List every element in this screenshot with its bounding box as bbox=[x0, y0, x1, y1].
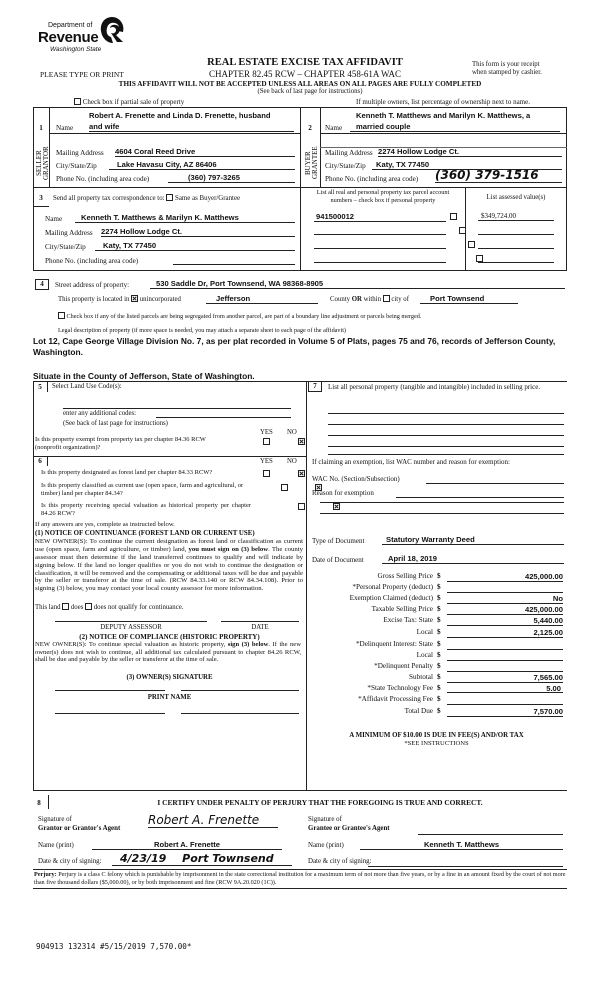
personal-property-line-5[interactable] bbox=[328, 452, 564, 455]
receipt-note-1: This form is your receipt bbox=[472, 61, 540, 68]
forest-no-checkbox[interactable] bbox=[298, 470, 305, 477]
county-field[interactable]: Jefferson bbox=[206, 294, 318, 304]
doc-type-field[interactable]: Statutory Warranty Deed bbox=[382, 535, 564, 545]
amount-label: *Personal Property (deduct) bbox=[352, 583, 433, 591]
partial-sale-label: Check box if partial sale of property bbox=[82, 98, 185, 106]
section-number: 6 bbox=[38, 457, 42, 465]
forest-yes-checkbox[interactable] bbox=[263, 470, 270, 477]
yes-header: YES bbox=[260, 429, 273, 436]
grantor-sig-label: Signature of Grantor or Grantor's Agent bbox=[38, 816, 121, 832]
please-type-label: PLEASE TYPE OR PRINT bbox=[40, 70, 124, 79]
currency-sign: $ bbox=[437, 695, 441, 703]
section-number-4: 4 bbox=[35, 279, 49, 290]
legal-description-label: Legal description of property (if more space is needed, you may attach a separate sheet to each page of the affidavit) bbox=[58, 327, 346, 334]
currency-sign: $ bbox=[437, 707, 441, 715]
exempt-question: Is this property exempt from property tax per chapter 84.36 RCW (nonprofit organization)? bbox=[35, 436, 206, 451]
currency-sign: $ bbox=[437, 651, 441, 659]
subtotal-field[interactable]: 7,565.00 bbox=[447, 673, 563, 683]
see-instructions-note: *SEE INSTRUCTIONS bbox=[404, 740, 469, 747]
minimum-due-note: A MINIMUM OF $10.00 IS DUE IN FEE(S) AND/OR TAX bbox=[349, 732, 524, 739]
amount-label: *Delinquent Penalty bbox=[374, 662, 433, 670]
section-3-tax-correspondence bbox=[33, 187, 300, 271]
segregated-row bbox=[58, 312, 421, 320]
section-number: 5 bbox=[38, 383, 42, 391]
section-5-land-use bbox=[33, 382, 306, 458]
seller-mailing-label: Mailing Address bbox=[56, 149, 104, 157]
form-title: REAL ESTATE EXCISE TAX AFFIDAVIT bbox=[207, 57, 403, 68]
grantee-sig-label: Signature of Grantee or Grantee's Agent bbox=[308, 816, 390, 832]
grantor-date: 4/23/19 bbox=[120, 852, 167, 865]
seller-phone-label: Phone No. (including area code) bbox=[56, 175, 150, 183]
dor-logo bbox=[38, 16, 138, 54]
personal-property-line-1[interactable] bbox=[328, 411, 564, 414]
tax-phone-label: Phone No. (including area code) bbox=[45, 257, 139, 265]
personal-property-deduct-field[interactable] bbox=[447, 583, 563, 593]
additional-codes-field[interactable] bbox=[156, 408, 291, 418]
street-address-field[interactable]: 530 Saddle Dr, Port Townsend, WA 98368-8905 bbox=[150, 279, 565, 289]
parcel-number-2[interactable] bbox=[314, 225, 446, 235]
parcel-number-1[interactable]: 941500012 bbox=[314, 212, 446, 222]
reason-line-2[interactable] bbox=[320, 500, 564, 503]
notice-1-title: (1) NOTICE OF CONTINUANCE (FOREST LAND OR CURRENT USE) bbox=[35, 530, 255, 537]
section-number: 7 bbox=[308, 381, 322, 392]
print-name-line-1[interactable] bbox=[55, 711, 165, 714]
doc-date-label: Date of Document bbox=[312, 556, 364, 564]
notice-2-text: NEW OWNER(S): To continue special valuation as historic property, sign (3) below. If the new owner(s) does not wish to continue, all additional tax calculated pursuant to chapter 84.26 RCW, shall be due and payable by the seller or transferor at the time of sale. bbox=[35, 641, 302, 664]
amount-label: *State Technology Fee bbox=[367, 684, 433, 692]
see-back-note: (See back of last page for instructions) bbox=[257, 88, 363, 95]
deputy-assessor-label: DEPUTY ASSESSOR bbox=[100, 624, 162, 631]
personal-property-checkbox-3[interactable] bbox=[468, 241, 475, 248]
excise-tax-state-field[interactable]: 5,440.00 bbox=[447, 616, 563, 626]
buyer-mailing-field[interactable]: 2274 Hollow Lodge Ct. bbox=[378, 147, 562, 157]
section-1-seller bbox=[33, 107, 300, 187]
taxable-selling-price-field[interactable]: 425,000.00 bbox=[447, 605, 563, 615]
cashier-stamp: 904913 132314 #5/15/2019 7,570.00* bbox=[36, 942, 192, 951]
amount-label: Excise Tax: State bbox=[383, 616, 433, 624]
section-number: 3 bbox=[39, 194, 43, 202]
parcel-list bbox=[300, 187, 567, 271]
multiple-owners-note: If multiple owners, list percentage of ownership next to name. bbox=[356, 98, 530, 106]
receipt-note-2: when stamped by cashier. bbox=[472, 69, 542, 76]
seller-side-label: SELLER GRANTOR bbox=[35, 146, 50, 180]
assessed-header: List assessed value(s) bbox=[486, 194, 546, 201]
reason-field[interactable] bbox=[396, 488, 564, 498]
exemption-label: If claiming an exemption, list WAC number and reason for exemption: bbox=[312, 458, 510, 466]
within-city-checkbox[interactable] bbox=[383, 295, 390, 302]
excise-tax-local-field[interactable]: 2,125.00 bbox=[447, 628, 563, 638]
no-header: NO bbox=[287, 458, 297, 465]
doc-date-field[interactable]: April 18, 2019 bbox=[382, 554, 564, 564]
owner-signature-line-2[interactable] bbox=[181, 688, 299, 691]
partial-sale-checkbox[interactable] bbox=[74, 98, 81, 105]
grantee-date-city-field[interactable] bbox=[368, 858, 563, 867]
section-7-personal-property bbox=[306, 382, 567, 790]
parcel-header: List all real and personal property tax parcel account numbers – check box if personal property bbox=[316, 189, 450, 204]
dor-logo-icon bbox=[99, 16, 125, 44]
deputy-assessor-signature-line[interactable] bbox=[55, 619, 207, 622]
personal-property-checkbox-2[interactable] bbox=[459, 227, 466, 234]
grantee-signature-field[interactable] bbox=[418, 826, 563, 835]
see-back-label: (See back of last page for instructions) bbox=[63, 420, 168, 427]
tax-mailing-field[interactable]: 2274 Hollow Lodge Ct. bbox=[101, 227, 295, 237]
amount-label: Total Due bbox=[404, 707, 433, 715]
grantee-name-label: Name (print) bbox=[308, 842, 344, 849]
section-3-label-row bbox=[53, 194, 240, 203]
buyer-mailing-label: Mailing Address bbox=[325, 149, 373, 157]
county-or-label: County OR within city of bbox=[330, 296, 409, 303]
technology-fee-field[interactable]: 5.00 bbox=[447, 684, 563, 693]
reason-line-3[interactable] bbox=[320, 511, 564, 514]
tax-city-label: City/State/Zip bbox=[45, 243, 86, 251]
section-number: 1 bbox=[39, 124, 43, 132]
total-due-field[interactable]: 7,570.00 bbox=[447, 707, 563, 717]
section-3-label: Send all property tax correspondence to: bbox=[53, 195, 165, 202]
buyer-side-label: BUYER GRANTEE bbox=[304, 146, 319, 180]
assessor-date-line[interactable] bbox=[221, 619, 299, 622]
section-2-buyer bbox=[300, 107, 567, 187]
grantor-name-label: Name (print) bbox=[38, 842, 74, 849]
buyer-name-line2[interactable]: married couple bbox=[350, 122, 560, 132]
amount-label: *Delinquent Interest: State bbox=[355, 640, 433, 648]
print-name-label: PRINT NAME bbox=[147, 694, 192, 701]
grantee-date-city-label: Date & city of signing: bbox=[308, 858, 372, 865]
partial-sale-row bbox=[74, 98, 184, 106]
buyer-name-label: Name bbox=[325, 124, 343, 132]
seller-name-line1[interactable]: Robert A. Frenette and Linda D. Frenette, husband bbox=[89, 111, 271, 120]
seller-name-line2[interactable]: and wife bbox=[89, 122, 294, 132]
owner-signature-label: (3) OWNER(S) SIGNATURE bbox=[126, 674, 213, 681]
notice-2-title: (2) NOTICE OF COMPLIANCE (HISTORIC PROPERTY) bbox=[79, 633, 260, 641]
personal-property-line-3[interactable] bbox=[328, 433, 564, 436]
delinquent-interest-state-field[interactable] bbox=[447, 640, 563, 650]
located-in-label: This property is located in unincorporated bbox=[58, 296, 181, 303]
grantor-signature-field[interactable]: Robert A. Frenette bbox=[148, 813, 278, 828]
buyer-city-label: City/State/Zip bbox=[325, 162, 366, 170]
tax-city-field[interactable]: Katy, TX 77450 bbox=[95, 241, 295, 251]
section-number-8: 8 bbox=[37, 799, 41, 807]
assessed-value-3[interactable] bbox=[478, 239, 554, 249]
amount-label: Local bbox=[416, 651, 433, 659]
gross-selling-price-field[interactable]: 425,000.00 bbox=[447, 572, 563, 582]
seller-phone-field[interactable]: (360) 797-3265 bbox=[168, 173, 295, 183]
buyer-phone-label: Phone No. (including area code) bbox=[325, 175, 419, 183]
chapters-label: CHAPTER 82.45 RCW – CHAPTER 458-61A WAC bbox=[209, 69, 401, 79]
city-field[interactable]: Port Townsend bbox=[420, 294, 518, 304]
seller-city-label: City/State/Zip bbox=[56, 162, 97, 170]
amount-label: Taxable Selling Price bbox=[371, 605, 433, 613]
currency-sign: $ bbox=[437, 684, 441, 692]
parcel-number-4[interactable] bbox=[314, 253, 446, 263]
assessed-value-1[interactable]: $349,724.00 bbox=[478, 212, 554, 221]
exempt-yes-checkbox[interactable] bbox=[263, 438, 270, 445]
seller-city-field[interactable]: Lake Havasu City, AZ 86406 bbox=[109, 160, 295, 170]
situate-text[interactable]: Situate in the County of Jefferson, State of Washington. bbox=[33, 371, 567, 382]
print-name-line-2[interactable] bbox=[181, 711, 299, 714]
section-number: 2 bbox=[308, 124, 312, 132]
notice-1-text: NEW OWNER(S): To continue the current designation as forest land or classification as current use (open space, farm and agriculture, or timber) land, you must sign on (3) below. The county assessor must then determine if the land transferred continues to qualify and will indicate by signing below. If the land no longer qualifies or you do not wish to continue the designation or classification, it will be removed and the compensating or additional taxes will be due and payable by the seller or transferor at the time of sale. (RCW 84.33.140 or RCW 84.34.108). Prior to signing (3) below, you may contact your local county assessor for more information. bbox=[35, 538, 304, 593]
currency-sign: $ bbox=[437, 572, 441, 580]
tax-phone-field[interactable] bbox=[173, 255, 295, 265]
segregated-label: Check box if any of the listed parcels are being segregated from another parcel, are part of a boundary line adjustment or parcels being merged. bbox=[66, 313, 422, 320]
unincorporated-checkbox[interactable] bbox=[131, 295, 138, 302]
current-use-question: Is this property classified as current use (open space, farm and agricultural, or timber) land per chapter 84.34? bbox=[41, 482, 244, 497]
logo-department-text: Department of bbox=[48, 22, 93, 29]
buyer-phone-field[interactable]: (360) 379-1516 bbox=[435, 168, 562, 183]
grantee-name-field[interactable]: Kenneth T. Matthews bbox=[360, 840, 563, 850]
street-label: Street address of property: bbox=[55, 281, 130, 289]
tax-name-field[interactable]: Kenneth T. Matthews & Marilyn K. Matthews bbox=[75, 213, 295, 223]
forest-question: Is this property designated as forest land per chapter 84.33 RCW? bbox=[41, 469, 213, 476]
historic-yes-checkbox[interactable] bbox=[298, 503, 305, 510]
reason-label: Reason for exemption bbox=[312, 489, 374, 497]
section-6-designations bbox=[33, 456, 306, 790]
exempt-no-checkbox[interactable] bbox=[298, 438, 305, 445]
personal-property-line-2[interactable] bbox=[328, 422, 564, 425]
doc-type-label: Type of Document bbox=[312, 537, 365, 545]
currency-sign: $ bbox=[437, 673, 441, 681]
no-header: NO bbox=[287, 429, 297, 436]
assessed-value-2[interactable] bbox=[478, 225, 554, 235]
amount-label: *Affidavit Processing Fee bbox=[358, 695, 433, 703]
wac-field[interactable] bbox=[426, 474, 564, 484]
grantor-date-city-label: Date & city of signing: bbox=[38, 858, 102, 865]
seller-mailing-field[interactable]: 4604 Coral Reed Drive bbox=[115, 147, 295, 157]
location-row bbox=[58, 295, 578, 307]
buyer-city-field[interactable]: Katy, TX 77450 bbox=[372, 160, 562, 170]
logo-state-text: Washington State bbox=[50, 46, 102, 53]
delinquent-interest-local-field[interactable] bbox=[447, 651, 563, 661]
parcel-number-3[interactable] bbox=[314, 239, 446, 249]
amount-label: Local bbox=[416, 628, 433, 636]
tax-mailing-label: Mailing Address bbox=[45, 229, 93, 237]
currency-sign: $ bbox=[437, 605, 441, 613]
same-as-buyer-checkbox[interactable] bbox=[166, 194, 173, 201]
date-label: DATE bbox=[251, 624, 269, 631]
does-not-qualify-checkbox[interactable] bbox=[85, 603, 92, 610]
owner-signature-line-1[interactable] bbox=[55, 688, 165, 691]
personal-property-line-4[interactable] bbox=[328, 444, 564, 447]
personal-property-checkbox-1[interactable] bbox=[450, 213, 457, 220]
tax-name-label: Name bbox=[45, 215, 63, 223]
currency-sign: $ bbox=[437, 594, 441, 602]
warning-banner: THIS AFFIDAVIT WILL NOT BE ACCEPTED UNLESS ALL AREAS ON ALL PAGES ARE FULLY COMPLETED bbox=[118, 80, 482, 88]
currency-sign: $ bbox=[437, 640, 441, 648]
currency-sign: $ bbox=[437, 616, 441, 624]
assessed-value-4[interactable] bbox=[478, 253, 554, 263]
qualifies-checkbox[interactable] bbox=[62, 603, 69, 610]
amount-label: Exemption Claimed (deduct) bbox=[349, 594, 433, 602]
certify-statement: I CERTIFY UNDER PENALTY OF PERJURY THAT THE FOREGOING IS TRUE AND CORRECT. bbox=[157, 798, 483, 807]
affidavit-fee-field[interactable] bbox=[447, 695, 563, 705]
delinquent-penalty-field[interactable] bbox=[447, 662, 563, 672]
amount-label: Gross Selling Price bbox=[377, 572, 433, 580]
logo-revenue-text: Revenue bbox=[38, 29, 99, 46]
current-use-yes-checkbox[interactable] bbox=[281, 484, 288, 491]
amount-label: Subtotal bbox=[409, 673, 433, 681]
grantor-city: Port Townsend bbox=[182, 852, 274, 865]
legal-description-text[interactable]: Lot 12, Cape George Village Division No. 7, as per plat recorded in Volume 5 of Plats, pages 75 and 76, records of Jefferson County, Washington. bbox=[33, 336, 556, 357]
buyer-name-line1[interactable]: Kenneth T. Matthews and Marilyn K. Matthews, a bbox=[356, 111, 531, 120]
yes-header: YES bbox=[260, 458, 273, 465]
wac-label: WAC No. (Section/Subsection) bbox=[312, 475, 400, 483]
additional-codes-label: enter any additional codes: bbox=[63, 410, 137, 417]
continuance-row: This land does does not qualify for continuance. bbox=[35, 604, 184, 611]
perjury-notice: Perjury: Perjury is a class C felony which is punishable by imprisonment in the state correctional institution for a maximum term of not more than five years, or by a fine in an amount fixed by the court of not more than five thousand dollars ($5,000.00), or by both imprisonment and fine (RCW 9A.20.020 (1C)). bbox=[34, 871, 566, 887]
historic-question: Is this property receiving special valuation as historical property per chapter 84.26 RCW? bbox=[41, 502, 251, 517]
seller-name-label: Name bbox=[56, 124, 74, 132]
personal-property-label: List all personal property (tangible and intangible) included in selling price. bbox=[328, 383, 541, 391]
currency-sign: $ bbox=[437, 583, 441, 591]
exemption-claimed-field[interactable]: No bbox=[447, 594, 563, 604]
same-as-buyer-label: Same as Buyer/Grantee bbox=[175, 195, 241, 202]
segregated-checkbox[interactable] bbox=[58, 312, 65, 319]
grantor-date-city-field[interactable] bbox=[112, 852, 292, 866]
land-use-label: Select Land Use Code(s): bbox=[52, 383, 122, 390]
currency-sign: $ bbox=[437, 662, 441, 670]
if-yes-instructions: If any answers are yes, complete as instructed below. bbox=[35, 521, 175, 528]
grantor-name-field[interactable]: Robert A. Frenette bbox=[92, 840, 282, 850]
currency-sign: $ bbox=[437, 628, 441, 636]
